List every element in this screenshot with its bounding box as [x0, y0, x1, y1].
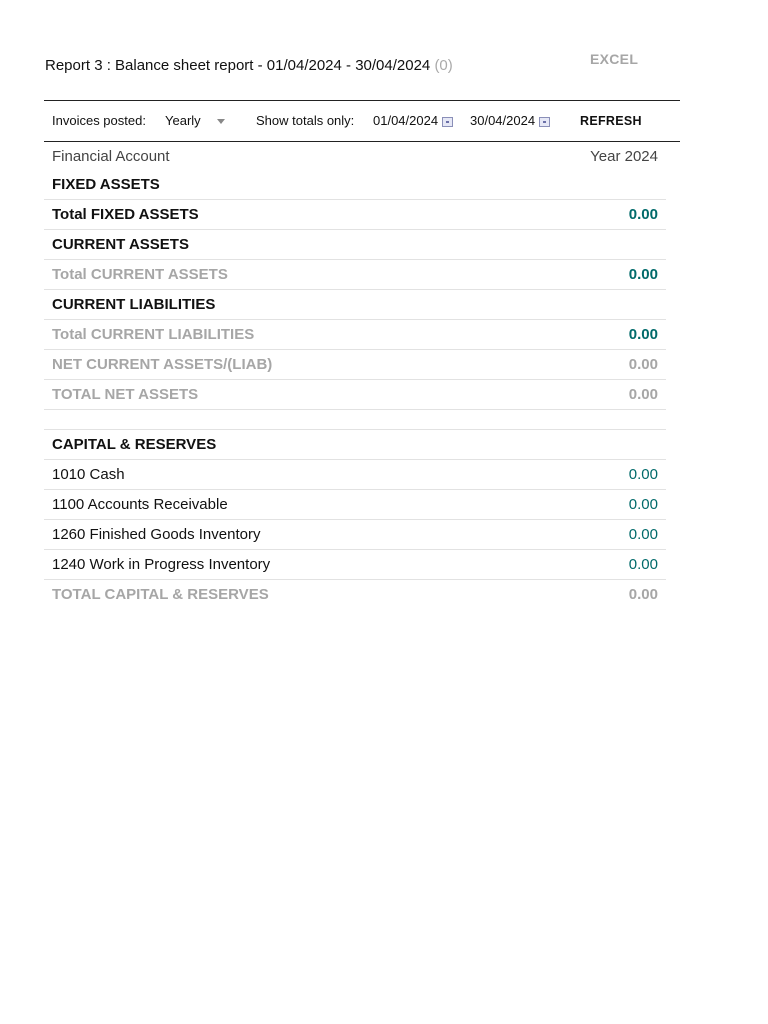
column-header-year: Year 2024	[590, 147, 658, 165]
chevron-down-icon[interactable]	[217, 119, 225, 124]
section-current-liabilities: CURRENT LIABILITIES	[44, 290, 503, 320]
section-header-row	[44, 230, 666, 260]
date-from-value[interactable]: 01/04/2024	[373, 113, 439, 128]
section-current-assets: CURRENT ASSETS	[44, 230, 503, 260]
date-from-field[interactable]	[373, 101, 453, 141]
spacer-row	[44, 410, 666, 430]
excel-export-button[interactable]: EXCEL	[590, 51, 639, 67]
table-row	[44, 550, 666, 580]
total-row	[44, 580, 666, 610]
section-header-row	[44, 170, 666, 200]
section-capital-reserves: CAPITAL & RESERVES	[44, 430, 503, 460]
show-totals-label: Show totals only:	[256, 113, 355, 128]
period-select-value: Yearly	[165, 113, 201, 128]
report-count: (0)	[434, 57, 453, 74]
report-title	[45, 55, 453, 77]
account-label: 1260 Finished Goods Inventory	[44, 520, 503, 550]
column-header-account: Financial Account	[52, 147, 170, 165]
total-net-assets-value: 0.00	[503, 380, 666, 410]
total-row	[44, 200, 666, 230]
table-row	[44, 490, 666, 520]
report-title-text: Report 3 : Balance sheet report - 01/04/2024 - 30/04/2024	[45, 57, 431, 74]
total-fixed-assets-label: Total FIXED ASSETS	[44, 200, 503, 230]
report-filter-toolbar	[44, 100, 680, 142]
balance-sheet-table	[44, 142, 666, 609]
total-current-liabilities-label: Total CURRENT LIABILITIES	[44, 320, 503, 350]
date-to-field[interactable]	[470, 101, 550, 141]
period-select[interactable]	[165, 101, 225, 141]
table-header-row	[44, 142, 666, 170]
total-row	[44, 320, 666, 350]
report-header	[45, 51, 675, 77]
net-current-assets-value: 0.00	[503, 350, 666, 380]
section-header-row	[44, 290, 666, 320]
section-fixed-assets: FIXED ASSETS	[44, 170, 503, 200]
calendar-icon[interactable]	[539, 117, 550, 127]
total-current-assets-label: Total CURRENT ASSETS	[44, 260, 503, 290]
refresh-button[interactable]: REFRESH	[580, 114, 642, 128]
total-capital-reserves-value: 0.00	[628, 586, 658, 603]
total-row	[44, 350, 666, 380]
section-header-row	[44, 430, 666, 460]
account-label: 1010 Cash	[44, 460, 503, 490]
account-value: 0.00	[503, 550, 666, 580]
total-row	[44, 260, 666, 290]
total-fixed-assets-value: 0.00	[503, 200, 666, 230]
total-capital-reserves-label: TOTAL CAPITAL & RESERVES	[52, 586, 269, 603]
account-value: 0.00	[503, 520, 666, 550]
account-value: 0.00	[503, 460, 666, 490]
total-net-assets-label: TOTAL NET ASSETS	[44, 380, 503, 410]
total-current-assets-value: 0.00	[503, 260, 666, 290]
date-to-value[interactable]: 30/04/2024	[470, 113, 536, 128]
account-label: 1100 Accounts Receivable	[44, 490, 503, 520]
total-current-liabilities-value: 0.00	[503, 320, 666, 350]
account-value: 0.00	[503, 490, 666, 520]
net-current-assets-label: NET CURRENT ASSETS/(LIAB)	[44, 350, 503, 380]
calendar-icon[interactable]	[442, 117, 453, 127]
invoices-posted-label: Invoices posted:	[52, 113, 146, 128]
table-row	[44, 460, 666, 490]
account-label: 1240 Work in Progress Inventory	[44, 550, 503, 580]
total-row	[44, 380, 666, 410]
table-row	[44, 520, 666, 550]
